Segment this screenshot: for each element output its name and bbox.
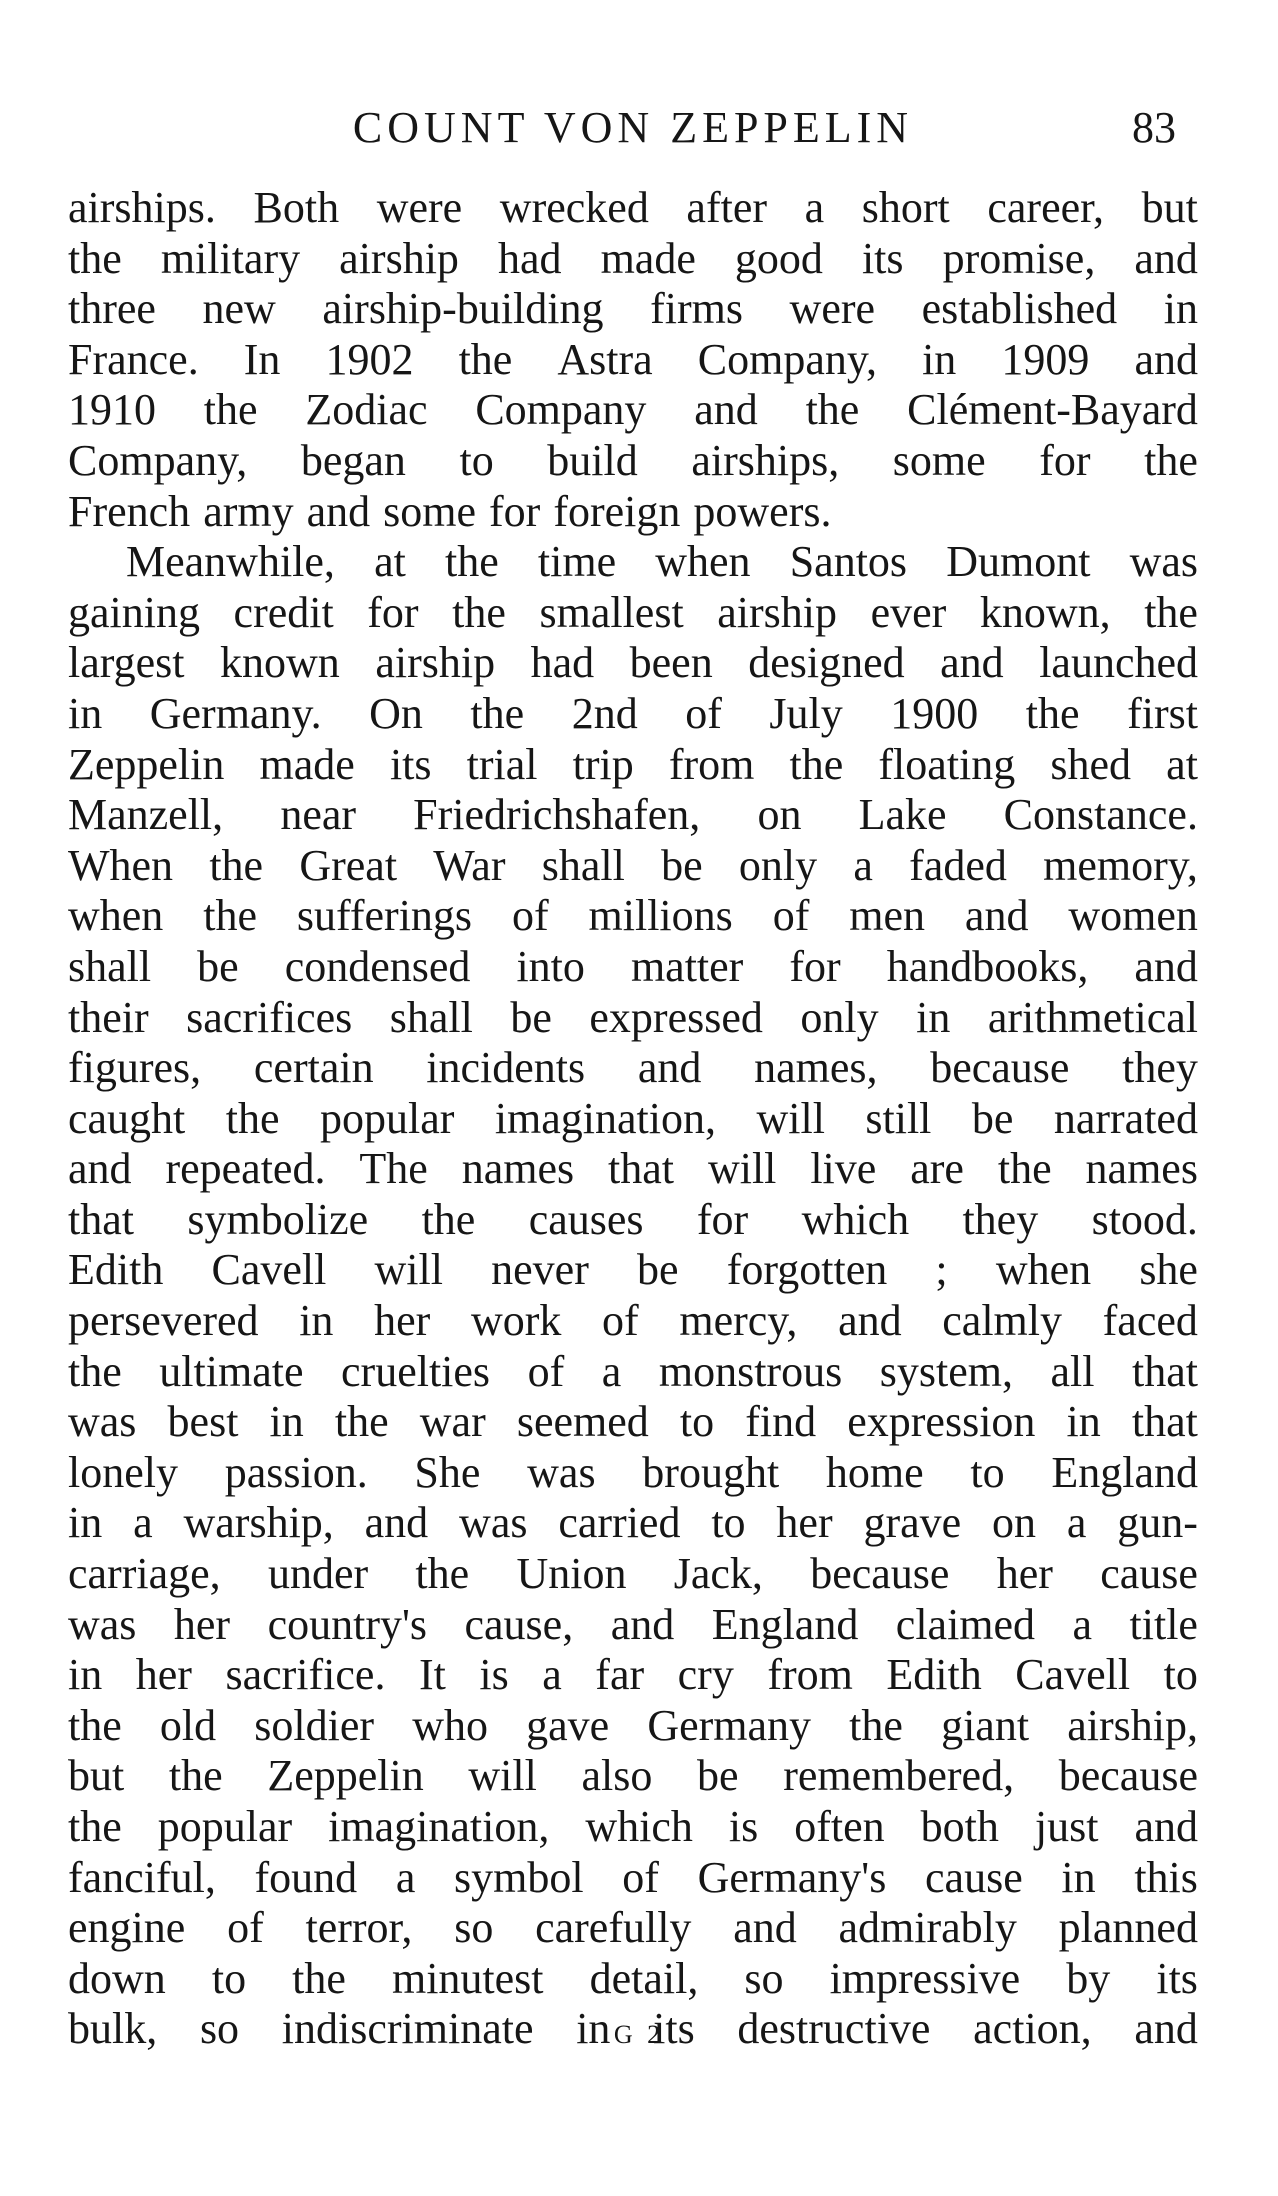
text-line: the old soldier who gave Germany the giant airship, bbox=[68, 1700, 1198, 1750]
text-line: bulk, so indiscriminate in its destructive action, and bbox=[68, 2004, 1198, 2054]
text-line: Zeppelin made its trial trip from the floating shed at bbox=[68, 739, 1198, 789]
text-line: persevered in her work of mercy, and calmly faced bbox=[68, 1296, 1198, 1346]
text-line: but the Zeppelin will also be remembered, because bbox=[68, 1751, 1198, 1801]
text-line: when the sufferings of millions of men and women bbox=[68, 891, 1198, 941]
text-line: three new airship-building firms were established in bbox=[68, 284, 1198, 334]
text-line: carriage, under the Union Jack, because her cause bbox=[68, 1549, 1198, 1599]
text-line: in her sacrifice. It is a far cry from Edith Cavell to bbox=[68, 1650, 1198, 1700]
text-line: France. In 1902 the Astra Company, in 1909 and bbox=[68, 334, 1198, 384]
text-line: was her country's cause, and England claimed a title bbox=[68, 1599, 1198, 1649]
text-line: the ultimate cruelties of a monstrous system, all that bbox=[68, 1346, 1198, 1396]
text-line: and repeated. The names that will live are the names bbox=[68, 1144, 1198, 1194]
signature-mark: G 2 bbox=[613, 2020, 665, 2049]
text-line: down to the minutest detail, so impressive by its bbox=[68, 1953, 1198, 2003]
paragraph bbox=[68, 537, 1198, 2055]
running-head bbox=[68, 98, 1198, 158]
page-number: 83 bbox=[1132, 103, 1176, 152]
text-line: the military airship had made good its promise, and bbox=[68, 233, 1198, 283]
text-line: lonely passion. She was brought home to England bbox=[68, 1447, 1198, 1497]
text-line: that symbolize the causes for which they stood. bbox=[68, 1194, 1198, 1244]
text-line: fanciful, found a symbol of Germany's cause in this bbox=[68, 1852, 1198, 1902]
text-line: figures, certain incidents and names, because they bbox=[68, 1043, 1198, 1093]
text-line: Edith Cavell will never be forgotten ; when she bbox=[68, 1245, 1198, 1295]
text-line: largest known airship had been designed and launched bbox=[68, 638, 1198, 688]
text-line: caught the popular imagination, will still be narrated bbox=[68, 1093, 1198, 1143]
text-line: was best in the war seemed to find expression in that bbox=[68, 1397, 1198, 1447]
text-line: their sacrifices shall be expressed only in arithmetical bbox=[68, 992, 1198, 1042]
paragraph bbox=[68, 183, 1198, 537]
text-line: the popular imagination, which is often both just and bbox=[68, 1802, 1198, 1851]
text-line: French army and some for foreign powers. bbox=[68, 486, 832, 536]
running-title: COUNT VON ZEPPELIN bbox=[352, 103, 914, 152]
text-line: When the Great War shall be only a faded memory, bbox=[68, 840, 1198, 890]
text-line: shall be condensed into matter for handbooks, and bbox=[68, 941, 1198, 991]
text-line: in a warship, and was carried to her grave on a gun- bbox=[68, 1498, 1198, 1548]
text-line: engine of terror, so carefully and admirably planned bbox=[68, 1903, 1198, 1953]
text-line: Meanwhile, at the time when Santos Dumont was bbox=[126, 537, 1198, 587]
text-line: gaining credit for the smallest airship ever known, the bbox=[68, 587, 1198, 637]
text-line: airships. Both were wrecked after a short career, but bbox=[68, 183, 1198, 232]
text-line: 1910 the Zodiac Company and the Clément-Bayard bbox=[68, 385, 1198, 435]
body-text bbox=[68, 183, 1198, 2055]
text-line: Manzell, near Friedrichshafen, on Lake Constance. bbox=[68, 790, 1198, 840]
text-line: in Germany. On the 2nd of July 1900 the first bbox=[68, 688, 1198, 738]
text-line: Company, began to build airships, some for the bbox=[68, 435, 1198, 485]
